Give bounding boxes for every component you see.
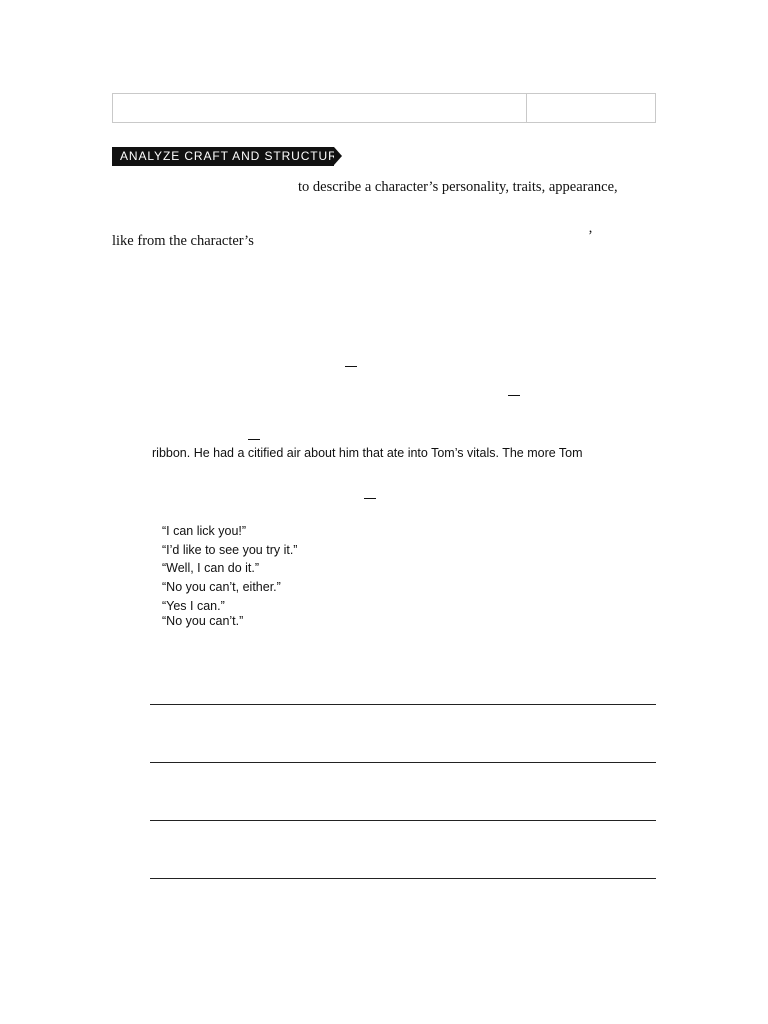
answer-line-2[interactable] [150,762,656,763]
dialogue-line: “Well, I can do it.” [162,561,260,575]
paragraph-line-2: like from the character’s [112,233,254,249]
excerpt-line-1: ribbon. He had a citified air about him that ate into Tom’s vitals. The more Tom [152,446,583,460]
date-field-box[interactable] [526,93,656,123]
dialogue-line: “I’d like to see you try it.” [162,543,298,557]
dialogue-line: “Yes I can.” [162,599,225,613]
em-dash-mark [508,395,520,396]
em-dash-mark [248,439,260,440]
banner-arrow-icon [334,147,342,165]
em-dash-mark [345,366,357,367]
answer-line-4[interactable] [150,878,656,879]
dialogue-line: “I can lick you!” [162,524,247,538]
paragraph-line-1: to describe a character’s personality, traits, appearance, [298,179,618,195]
name-field-box[interactable] [112,93,527,123]
dialogue-line: “No you can’t.” [162,614,244,628]
em-dash-mark [364,498,376,499]
section-banner: ANALYZE CRAFT AND STRUCTURE [112,147,334,166]
answer-line-3[interactable] [150,820,656,821]
dialogue-line: “No you can’t, either.” [162,580,281,594]
paragraph-apostrophe: ’ [588,228,593,244]
answer-line-1[interactable] [150,704,656,705]
